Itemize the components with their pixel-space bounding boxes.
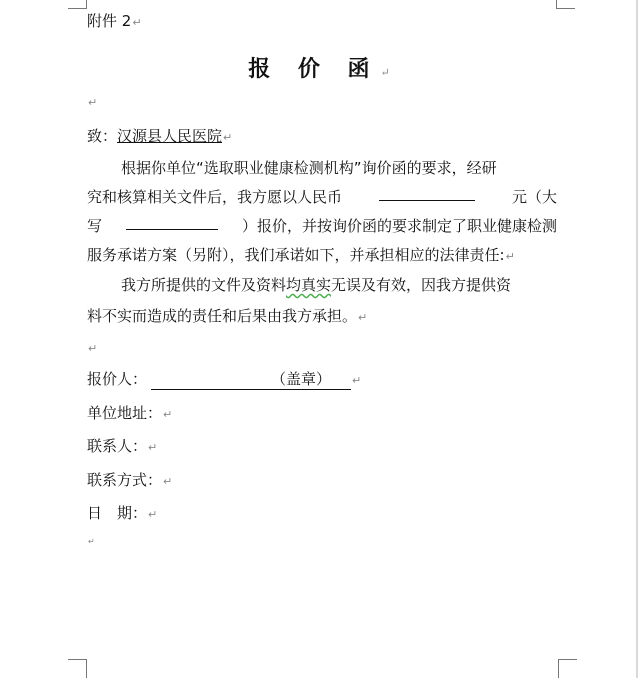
paragraph-mark: ↵ — [358, 311, 368, 324]
paragraph-mark: ↵ — [88, 342, 98, 355]
amount-words-blank — [126, 215, 218, 230]
text-run: 我方所提供的文件及资料 — [121, 276, 287, 294]
contact-method-line — [87, 469, 172, 490]
attachment-line — [87, 10, 142, 31]
empty-paragraph — [87, 338, 97, 356]
paragraph-mark: ↵ — [132, 16, 142, 29]
contact-label: 联系人： — [87, 437, 148, 455]
crop-mark-top-left — [68, 0, 87, 9]
paragraph1-line2 — [87, 186, 557, 207]
title-text: 报 价 函 — [248, 56, 380, 82]
paragraph-mark: ↵ — [223, 131, 233, 144]
empty-paragraph — [87, 92, 97, 110]
text-run: 元（大 — [511, 188, 557, 206]
document-title — [0, 52, 638, 83]
quoter-label: 报价人： — [87, 370, 148, 388]
paragraph2-line2 — [87, 305, 367, 326]
text-run: 料不实而造成的责任和后果由我方承担。 — [87, 307, 358, 325]
date-label: 日 期： — [87, 504, 148, 522]
paragraph2-line1 — [121, 274, 511, 295]
text-run: 服务承诺方案（另附），我们承诺如下，并承担相应的法律责任: — [87, 246, 505, 264]
quoter-line — [87, 368, 361, 390]
project-name: “选取职业健康检测机构” — [196, 159, 362, 177]
paragraph1-line1 — [121, 157, 497, 178]
paragraph-mark: ↵ — [163, 408, 173, 421]
amount-blank — [379, 186, 475, 201]
paragraph1-line3 — [87, 215, 557, 236]
contact-line — [87, 435, 157, 456]
address-line — [87, 402, 172, 423]
paragraph-mark: ↵ — [505, 250, 515, 263]
contact-method-label: 联系方式： — [87, 471, 163, 489]
quoter-signature-blank — [151, 368, 351, 390]
paragraph-mark: ↵ — [148, 441, 158, 454]
address-label: 单位地址： — [87, 404, 163, 422]
attachment-label: 附件 2 — [87, 12, 132, 30]
crop-mark-bottom-right — [558, 659, 577, 678]
addressee-prefix: 致： — [87, 127, 118, 145]
paragraph-mark: ↵ — [380, 66, 390, 79]
text-run: 根据你单位 — [121, 159, 197, 177]
date-line — [87, 502, 157, 523]
paragraph-mark: ↵ — [88, 537, 95, 546]
crop-mark-top-right — [556, 0, 575, 9]
text-run: 写 — [87, 217, 103, 235]
crop-mark-bottom-left — [68, 659, 87, 678]
text-run: 询价函的要求，经研 — [361, 159, 497, 177]
text-run: ）报价，并按询价函的要求制定了职业健康检测 — [241, 217, 557, 235]
paragraph-mark: ↵ — [163, 475, 173, 488]
empty-paragraph — [87, 530, 95, 548]
paragraph1-line4 — [87, 244, 515, 265]
paragraph-mark: ↵ — [148, 508, 158, 521]
seal-label: （盖章） — [271, 370, 332, 388]
addressee-line — [87, 125, 232, 146]
paragraph-mark: ↵ — [88, 96, 98, 109]
text-run: 究和核算相关文件后，我方愿以人民币 — [87, 188, 343, 206]
text-run: 无误及有效，因我方提供资 — [331, 276, 512, 294]
spellcheck-underlined-text: 均真实 — [286, 276, 332, 294]
addressee-name: 汉源县人民医院 — [117, 127, 223, 145]
paragraph-mark: ↵ — [352, 374, 362, 387]
